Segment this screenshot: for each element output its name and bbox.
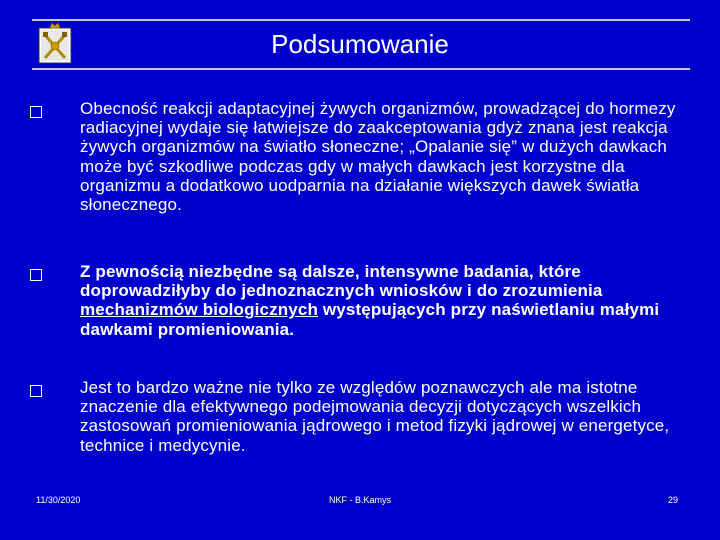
bullet-2-icon: [30, 269, 42, 281]
slide-title: Podsumowanie: [271, 29, 449, 59]
paragraph-2-text-before: Z pewnością niezbędne są dalsze, intensywne badania, które doprowadziłyby do jednoznacznych wniosków i do zrozumienia: [80, 262, 603, 301]
bottom-rule: [32, 68, 690, 70]
footer-date: 11/30/2020: [36, 495, 81, 505]
footer-page-number: 29: [667, 495, 678, 505]
bullet-1-icon: [30, 106, 42, 118]
bullet-3-icon: [30, 385, 42, 397]
paragraph-3: Jest to bardzo ważne nie tylko ze względów poznawczych ale ma istotne znaczenie dla efektywnego podejmowania decyzji dotyczących wszelkich zastosowań promieniowania jądrowego i metod fizyki jądrowej w energetyce, technice i medycynie.: [80, 378, 670, 455]
paragraph-2-underlined-phrase: mechanizmów biologicznych: [80, 300, 319, 320]
footer-author: NKF - B.Kamys: [328, 495, 391, 505]
top-rule: [32, 19, 690, 21]
paragraph-1: Obecność reakcji adaptacyjnej żywych organizmów, prowadzącej do hormezy radiacyjnej wydaje się łatwiejsze do zaakceptowania gdyż znana jest reakcja żywych organizmów na światło słoneczne; „Opalanie się” w dużych dawkach może być szkodliwe podczas gdy w małych dawkach jest korzystne dla organizmu a dodatkowo uodparnia na działanie większych dawek światła słonecznego.: [80, 99, 676, 215]
paragraph-2: [80, 262, 690, 339]
paragraph-2-text-after: występujących przy naświetlaniu małymi dawkami promieniowania.: [80, 300, 660, 339]
